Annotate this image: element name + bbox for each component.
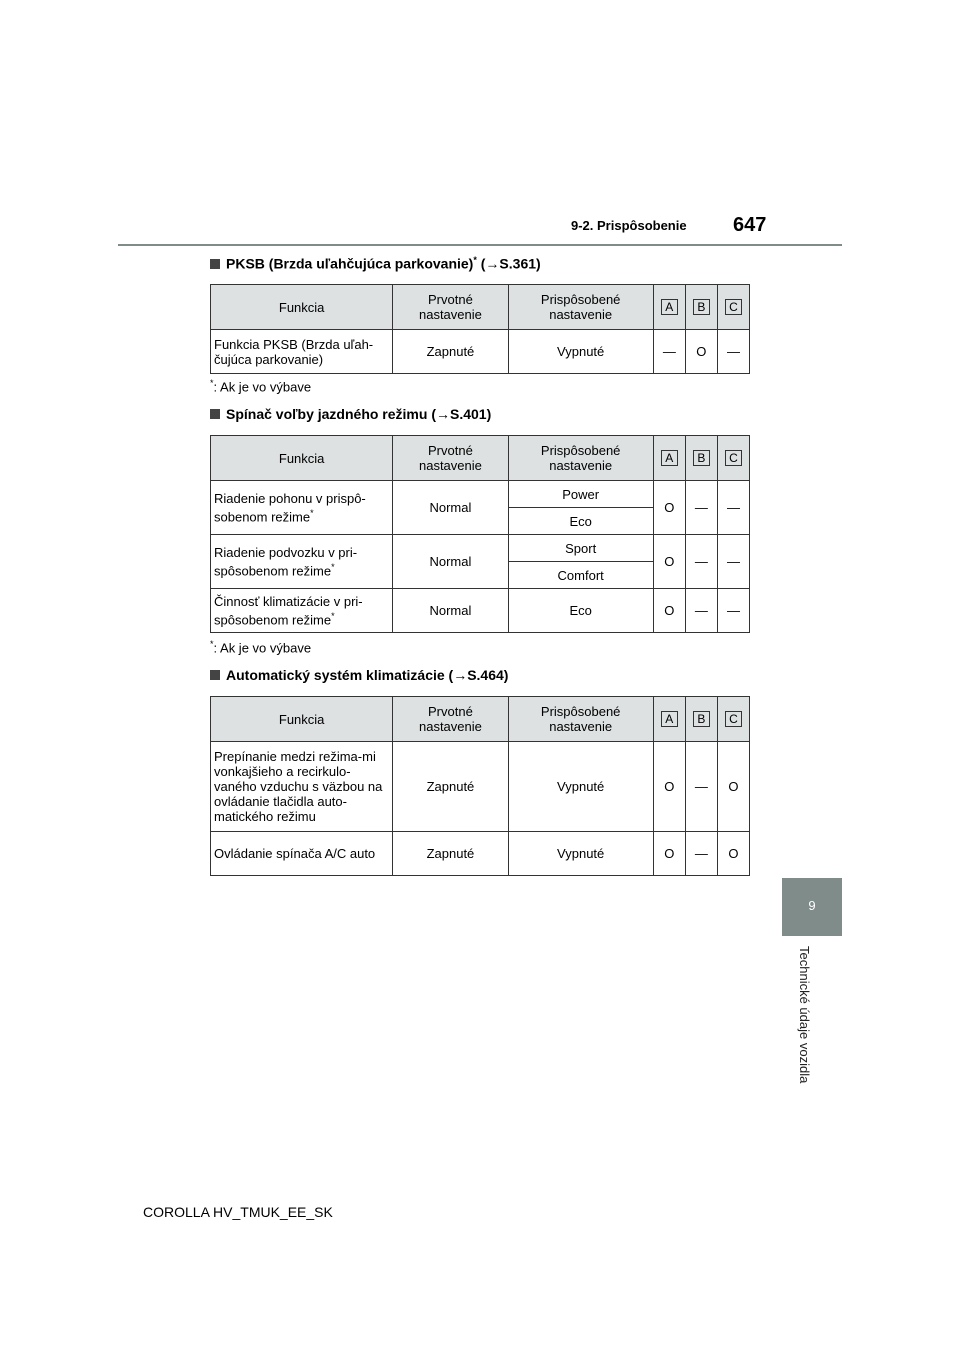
footnote-marker: * — [331, 610, 335, 621]
cell-function: Funkcia PKSB (Brzda uľah-čujúca parkovanie) — [211, 330, 393, 374]
cell-default: Normal — [393, 481, 508, 535]
col-header-custom: Prispôsobené nastavenie — [508, 697, 653, 742]
drive-mode-table — [210, 435, 750, 633]
col-header-function: Funkcia — [211, 697, 393, 742]
footnote-marker: * — [210, 378, 214, 388]
cell-c: — — [717, 535, 749, 589]
table-row — [211, 481, 750, 508]
col-header-a — [653, 436, 685, 481]
col-header-default: Prvotné nastavenie — [393, 697, 508, 742]
col-header-custom: Prispôsobené nastavenie — [508, 436, 653, 481]
cell-c: — — [717, 589, 749, 633]
col-header-function: Funkcia — [211, 436, 393, 481]
col-header-default: Prvotné nastavenie — [393, 285, 508, 330]
footnote-text: : Ak je vo výbave — [213, 379, 312, 395]
cell-function: Ovládanie spínača A/C auto — [211, 832, 393, 876]
cell-custom: Comfort — [508, 562, 653, 589]
col-header-b — [685, 285, 717, 330]
chapter-number: 9 — [808, 898, 816, 913]
cell-b: — — [685, 589, 717, 633]
table-row — [211, 832, 750, 876]
col-header-c — [717, 285, 749, 330]
section-title-pksb — [210, 255, 541, 272]
cell-a: O — [653, 481, 685, 535]
section-title-text: Spínač voľby jazdného režimu — [226, 406, 428, 422]
cell-function — [211, 589, 393, 633]
footnote — [210, 639, 311, 655]
footnote-marker: * — [473, 255, 477, 265]
table-row — [211, 742, 750, 832]
box-letter-a: A — [661, 711, 678, 727]
cell-c: O — [717, 832, 749, 876]
page-number: 647 — [733, 214, 767, 236]
col-header-b — [685, 697, 717, 742]
cell-custom: Vypnuté — [508, 330, 653, 374]
cell-a: O — [653, 832, 685, 876]
cell-c: — — [717, 330, 749, 374]
cell-b: — — [685, 832, 717, 876]
cell-custom: Power — [508, 481, 653, 508]
cell-custom: Eco — [508, 508, 653, 535]
page-reference: (→S.401) — [431, 406, 492, 422]
square-bullet-icon — [210, 409, 220, 419]
box-letter-c: C — [725, 450, 742, 466]
box-letter-b: B — [693, 450, 710, 466]
table-row — [211, 535, 750, 562]
function-text: Riadenie podvozku v pri-spôsobenom režime — [214, 544, 358, 579]
col-header-function: Funkcia — [211, 285, 393, 330]
box-letter-a: A — [661, 450, 678, 466]
cell-a: O — [653, 742, 685, 832]
cell-b: — — [685, 742, 717, 832]
box-letter-b: B — [693, 299, 710, 315]
header-divider — [118, 244, 842, 246]
box-letter-c: C — [725, 299, 742, 315]
cell-c: O — [717, 742, 749, 832]
cell-b: O — [685, 330, 717, 374]
box-letter-c: C — [725, 711, 742, 727]
page-reference: (→S.361) — [480, 255, 541, 272]
cell-default: Normal — [393, 535, 508, 589]
cell-custom: Sport — [508, 535, 653, 562]
section-title-climate — [210, 667, 508, 683]
cell-c: — — [717, 481, 749, 535]
section-title-drive-mode — [210, 406, 491, 422]
footnote-text: : Ak je vo výbave — [213, 640, 312, 656]
section-title-text: Automatický systém klimatizácie — [226, 667, 445, 683]
col-header-b — [685, 436, 717, 481]
page-reference: (→S.464) — [448, 667, 509, 683]
footer-model: COROLLA HV_TMUK_EE_SK — [143, 1204, 333, 1220]
cell-a: O — [653, 535, 685, 589]
footnote-marker: * — [331, 561, 335, 572]
cell-default: Zapnuté — [393, 832, 508, 876]
function-text: Činnosť klimatizácie v pri-spôsobenom režime — [214, 593, 363, 628]
cell-default: Normal — [393, 589, 508, 633]
footnote-marker: * — [210, 639, 214, 649]
table-row — [211, 330, 750, 374]
col-header-default: Prvotné nastavenie — [393, 436, 508, 481]
cell-custom: Eco — [508, 589, 653, 633]
function-text: Riadenie pohonu v prispô-sobenom režime — [214, 490, 366, 525]
cell-a: — — [653, 330, 685, 374]
pksb-table — [210, 284, 750, 374]
chapter-title: Technické údaje vozidla — [797, 946, 812, 1084]
cell-a: O — [653, 589, 685, 633]
footnote-marker: * — [310, 507, 314, 518]
cell-custom: Vypnuté — [508, 742, 653, 832]
section-title-text: PKSB (Brzda uľahčujúca parkovanie) — [226, 255, 474, 272]
cell-default: Zapnuté — [393, 330, 508, 374]
cell-function — [211, 481, 393, 535]
box-letter-a: A — [661, 299, 678, 315]
col-header-a — [653, 697, 685, 742]
climate-table — [210, 696, 750, 876]
cell-function — [211, 535, 393, 589]
col-header-custom: Prispôsobené nastavenie — [508, 285, 653, 330]
box-letter-b: B — [693, 711, 710, 727]
cell-b: — — [685, 481, 717, 535]
cell-default: Zapnuté — [393, 742, 508, 832]
col-header-a — [653, 285, 685, 330]
cell-function: Prepínanie medzi režima-mi vonkajšieho a recirkulo-vaného vzduchu s väzbou na ovládanie tlačidla auto-matického režimu — [211, 742, 393, 832]
cell-custom: Vypnuté — [508, 832, 653, 876]
section-header: 9-2. Prispôsobenie — [571, 218, 687, 233]
table-row — [211, 589, 750, 633]
square-bullet-icon — [210, 670, 220, 680]
cell-b: — — [685, 535, 717, 589]
footnote — [210, 378, 311, 394]
col-header-c — [717, 697, 749, 742]
col-header-c — [717, 436, 749, 481]
square-bullet-icon — [210, 259, 220, 269]
